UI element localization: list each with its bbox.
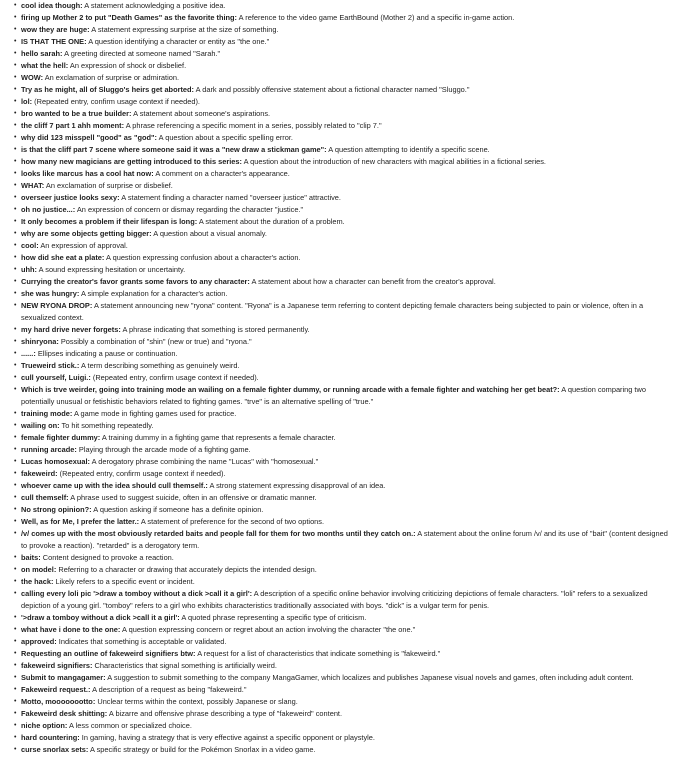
entry-term: cool idea though: <box>21 1 83 10</box>
entry-description: A statement about how a character can benefit from the creator's approval. <box>251 277 496 286</box>
glossary-entry <box>14 348 671 360</box>
entry-term: fakeweird signifiers: <box>21 661 93 670</box>
entry-term: why did 123 misspell "good" as "god": <box>21 133 157 142</box>
glossary-entry <box>14 36 671 48</box>
entry-description: Referring to a character or drawing that accurately depicts the intended design. <box>58 565 317 574</box>
entry-term: Lucas homosexual: <box>21 457 90 466</box>
glossary-entry <box>14 672 671 684</box>
glossary-entry <box>14 336 671 348</box>
glossary-entry <box>14 12 671 24</box>
glossary-entry <box>14 444 671 456</box>
entry-description: An exclamation of surprise or disbelief. <box>45 181 173 190</box>
entry-term: shinryona: <box>21 337 59 346</box>
entry-description: A statement about someone's aspirations. <box>133 109 271 118</box>
glossary-entry <box>14 552 671 564</box>
glossary-entry <box>14 204 671 216</box>
entry-term: No strong opinion?: <box>21 505 92 514</box>
entry-term: on model: <box>21 565 57 574</box>
glossary-entry <box>14 744 671 756</box>
entry-description: Likely refers to a specific event or incident. <box>55 577 195 586</box>
entry-term: the cliff 7 part 1 ahh moment: <box>21 121 125 130</box>
entry-term: baits: <box>21 553 41 562</box>
glossary-entry <box>14 240 671 252</box>
entry-description: A statement acknowledging a positive idea. <box>84 1 226 10</box>
entry-term: It only becomes a problem if their lifespan is long: <box>21 217 198 226</box>
glossary-entry <box>14 660 671 672</box>
entry-term: cull themself: <box>21 493 69 502</box>
entry-description: An expression of shock or disbelief. <box>69 61 187 70</box>
glossary-entry <box>14 132 671 144</box>
entry-description: A derogatory phrase combining the name "Lucas" with "homosexual." <box>91 457 319 466</box>
entry-term: '>draw a tomboy without a dick >call it a girl': <box>21 613 180 622</box>
entry-term: my hard drive never forgets: <box>21 325 121 334</box>
entry-description: A suggestion to submit something to the company MangaGamer, which localizes and publishes Japanese visual novels and games, often including adult content. <box>107 673 634 682</box>
glossary-entry <box>14 468 671 480</box>
entry-description: To hit something repeatedly. <box>61 421 154 430</box>
entry-description: Playing through the arcade mode of a fighting game. <box>78 445 251 454</box>
entry-description: A question identifying a character or entity as "the one." <box>88 37 270 46</box>
entry-description: A question about the introduction of new characters with magical abilities in a fictional series. <box>243 157 546 166</box>
entry-description: A statement about the duration of a problem. <box>198 217 345 226</box>
entry-description: A sound expressing hesitation or uncertainty. <box>38 265 186 274</box>
entry-description: (Repeated entry, confirm usage context if needed). <box>59 469 226 478</box>
entry-description: A strong statement expressing disapproval of an idea. <box>209 481 386 490</box>
glossary-entry <box>14 612 671 624</box>
entry-term: why are some objects getting bigger: <box>21 229 152 238</box>
entry-description: Content designed to provoke a reaction. <box>42 553 174 562</box>
glossary-entry <box>14 684 671 696</box>
entry-description: A phrase referencing a specific moment in a series, possibly related to "clip 7." <box>125 121 382 130</box>
entry-description: A question asking if someone has a definite opinion. <box>93 505 264 514</box>
entry-description: A question expressing concern or regret about an action involving the character "the one." <box>122 625 416 634</box>
entry-description: A greeting directed at someone named "Sarah." <box>64 49 221 58</box>
entry-term: bro wanted to be a true builder: <box>21 109 132 118</box>
glossary-entry <box>14 72 671 84</box>
entry-description: An expression of approval. <box>40 241 128 250</box>
entry-term: fakeweird: <box>21 469 58 478</box>
entry-description: An expression of concern or dismay regarding the character "justice." <box>76 205 304 214</box>
entry-description: A bizarre and offensive phrase describing a type of "fakeweird" content. <box>108 709 343 718</box>
entry-description: A question expressing confusion about a character's action. <box>106 253 301 262</box>
glossary-entry <box>14 324 671 336</box>
entry-term: how many new magicians are getting introduced to this series: <box>21 157 242 166</box>
glossary-entry <box>14 492 671 504</box>
entry-term: Which is trve weirder, going into training mode an wailing on a female fighter dummy, or running arcade with a female fighter and watching her get beat?: <box>21 385 560 394</box>
entry-term: Motto, moooooootto: <box>21 697 96 706</box>
glossary-entry <box>14 720 671 732</box>
glossary-entry <box>14 48 671 60</box>
glossary-entry <box>14 516 671 528</box>
entry-term: oh no justice...: <box>21 205 76 214</box>
entry-description: In gaming, having a strategy that is very effective against a specific opponent or playstyle. <box>81 733 375 742</box>
entry-description: A request for a list of characteristics that indicate something is "fakeweird." <box>197 649 441 658</box>
glossary-entry <box>14 192 671 204</box>
entry-description: (Repeated entry, confirm usage context if needed). <box>92 373 259 382</box>
glossary-entry <box>14 108 671 120</box>
glossary-entry <box>14 528 671 552</box>
glossary-entry <box>14 480 671 492</box>
glossary-entry <box>14 360 671 372</box>
glossary-entry <box>14 636 671 648</box>
glossary-list <box>14 0 671 756</box>
entry-description: A game mode in fighting games used for practice. <box>73 409 237 418</box>
entry-term: Try as he might, all of Sluggo's heirs get aborted: <box>21 85 195 94</box>
entry-term: lol: <box>21 97 33 106</box>
entry-term: overseer justice looks sexy: <box>21 193 120 202</box>
entry-description: A term describing something as genuinely weird. <box>80 361 240 370</box>
glossary-entry <box>14 408 671 420</box>
entry-term: WOW: <box>21 73 44 82</box>
entry-term: the hack: <box>21 577 54 586</box>
entry-term: wailing on: <box>21 421 60 430</box>
entry-description: (Repeated entry, confirm usage context if needed). <box>34 97 200 106</box>
glossary-entry <box>14 732 671 744</box>
entry-term: uhh: <box>21 265 38 274</box>
entry-term: niche option: <box>21 721 68 730</box>
entry-term: wow they are huge: <box>21 25 90 34</box>
entry-term: firing up Mother 2 to put "Death Games" as the favorite thing: <box>21 13 238 22</box>
entry-term: Fakeweird desk shitting: <box>21 709 108 718</box>
glossary-entry <box>14 372 671 384</box>
entry-description: A statement finding a character named "overseer justice" attractive. <box>121 193 341 202</box>
glossary-entry <box>14 648 671 660</box>
entry-description: A statement announcing new "ryona" content. "Ryona" is a Japanese term referring to content depicting female characters being subjected to pain or violence, often in a sexualized context. <box>21 301 644 322</box>
glossary-entry <box>14 228 671 240</box>
entry-description: Possibly a combination of "shin" (new or true) and "ryona." <box>60 337 252 346</box>
entry-term: she was hungry: <box>21 289 80 298</box>
entry-term: what the hell: <box>21 61 69 70</box>
glossary-entry <box>14 156 671 168</box>
entry-description: A quoted phrase representing a specific type of criticism. <box>181 613 367 622</box>
entry-term: Trueweird stick.: <box>21 361 80 370</box>
entry-term: female fighter dummy: <box>21 433 101 442</box>
entry-term: NEW RYONA DROP: <box>21 301 93 310</box>
glossary-entry <box>14 564 671 576</box>
glossary-entry <box>14 180 671 192</box>
entry-description: A specific strategy or build for the Pokémon Snorlax in a video game. <box>90 745 316 754</box>
entry-term: WHAT: <box>21 181 45 190</box>
entry-term: how did she eat a plate: <box>21 253 105 262</box>
glossary-entry <box>14 588 671 612</box>
entry-term: Fakeweird request.: <box>21 685 91 694</box>
entry-term: is that the cliff part 7 scene where someone said it was a "new draw a stickman game": <box>21 145 327 154</box>
glossary-entry <box>14 504 671 516</box>
entry-term: ......: <box>21 349 36 358</box>
entry-term: curse snorlax sets: <box>21 745 89 754</box>
glossary-entry <box>14 24 671 36</box>
entry-description: A dark and possibly offensive statement about a fictional character named "Sluggo." <box>195 85 470 94</box>
entry-term: calling every loli pic '>draw a tomboy without a dick >call it a girl': <box>21 589 253 598</box>
entry-description: A question about a visual anomaly. <box>153 229 267 238</box>
entry-term: IS THAT THE ONE: <box>21 37 87 46</box>
entry-term: running arcade: <box>21 445 77 454</box>
entry-description: An exclamation of surprise or admiration. <box>44 73 180 82</box>
entry-description: A question comparing two potentially unusual or fetishistic behaviors related to fighting games. "trve" is an alternative spelling of "true." <box>21 385 646 406</box>
entry-term: cull yourself, Luigi.: <box>21 373 91 382</box>
glossary-entry <box>14 384 671 408</box>
entry-description: A statement expressing surprise at the size of something. <box>91 25 279 34</box>
entry-term: Well, as for Me, I prefer the latter.: <box>21 517 140 526</box>
glossary-entry <box>14 144 671 156</box>
glossary-entry <box>14 708 671 720</box>
entry-description: A training dummy in a fighting game that represents a female character. <box>101 433 336 442</box>
glossary-entry <box>14 216 671 228</box>
entry-term: whoever came up with the idea should cull themself.: <box>21 481 208 490</box>
entry-description: A question attempting to identify a specific scene. <box>328 145 490 154</box>
entry-description: A phrase used to suggest suicide, often in an offensive or dramatic manner. <box>70 493 317 502</box>
entry-description: A less common or specialized choice. <box>69 721 192 730</box>
glossary-entry <box>14 456 671 468</box>
glossary-entry <box>14 60 671 72</box>
glossary-entry <box>14 84 671 96</box>
entry-term: training mode: <box>21 409 73 418</box>
entry-description: A question about a specific spelling error. <box>158 133 293 142</box>
glossary-entry <box>14 420 671 432</box>
entry-term: approved: <box>21 637 57 646</box>
entry-term: looks like marcus has a cool hat now: <box>21 169 154 178</box>
entry-term: hello sarah: <box>21 49 63 58</box>
glossary-entry <box>14 264 671 276</box>
entry-term: Currying the creator's favor grants some favors to any character: <box>21 277 250 286</box>
glossary-entry <box>14 696 671 708</box>
entry-term: what have i done to the one: <box>21 625 121 634</box>
entry-description: Indicates that something is acceptable or validated. <box>58 637 227 646</box>
glossary-entry <box>14 276 671 288</box>
entry-description: Characteristics that signal something is artificially weird. <box>94 661 277 670</box>
glossary-entry <box>14 624 671 636</box>
glossary-entry <box>14 168 671 180</box>
glossary-entry <box>14 432 671 444</box>
entry-term: cool: <box>21 241 39 250</box>
glossary-entry <box>14 300 671 324</box>
entry-description: Unclear terms within the context, possibly Japanese or slang. <box>97 697 298 706</box>
entry-description: A statement about the online forum /v/ and its use of "bait" (content designed to provoke a reaction). "retarded" is a derogatory term. <box>21 529 668 550</box>
glossary-entry <box>14 288 671 300</box>
entry-description: A description of a specific online behavior involving criticizing depictions of female characters. "loli" refers to a sexualized depiction of a young girl. "tomboy" refers to a girl who exhibits characteristics traditionally associated with boys. "dick" is a vulgar term for penis. <box>21 589 648 610</box>
entry-description: A simple explanation for a character's action. <box>80 289 228 298</box>
entry-term: Submit to mangagamer: <box>21 673 106 682</box>
entry-term: /v/ comes up with the most obviously retarded baits and people fall for them for two months until they catch on.: <box>21 529 416 538</box>
entry-term: hard countering: <box>21 733 80 742</box>
glossary-entry <box>14 0 671 12</box>
entry-description: A phrase indicating that something is stored permanently. <box>122 325 310 334</box>
glossary-entry <box>14 252 671 264</box>
glossary-entry <box>14 120 671 132</box>
entry-description: A comment on a character's appearance. <box>155 169 290 178</box>
entry-description: A description of a request as being "fakeweird." <box>92 685 247 694</box>
entry-term: Requesting an outline of fakeweird signifiers btw: <box>21 649 196 658</box>
glossary-entry <box>14 576 671 588</box>
entry-description: A reference to the video game EarthBound (Mother 2) and a specific in-game action. <box>238 13 515 22</box>
entry-description: A statement of preference for the second of two options. <box>140 517 325 526</box>
entry-description: Ellipses indicating a pause or continuation. <box>37 349 178 358</box>
glossary-entry <box>14 96 671 108</box>
